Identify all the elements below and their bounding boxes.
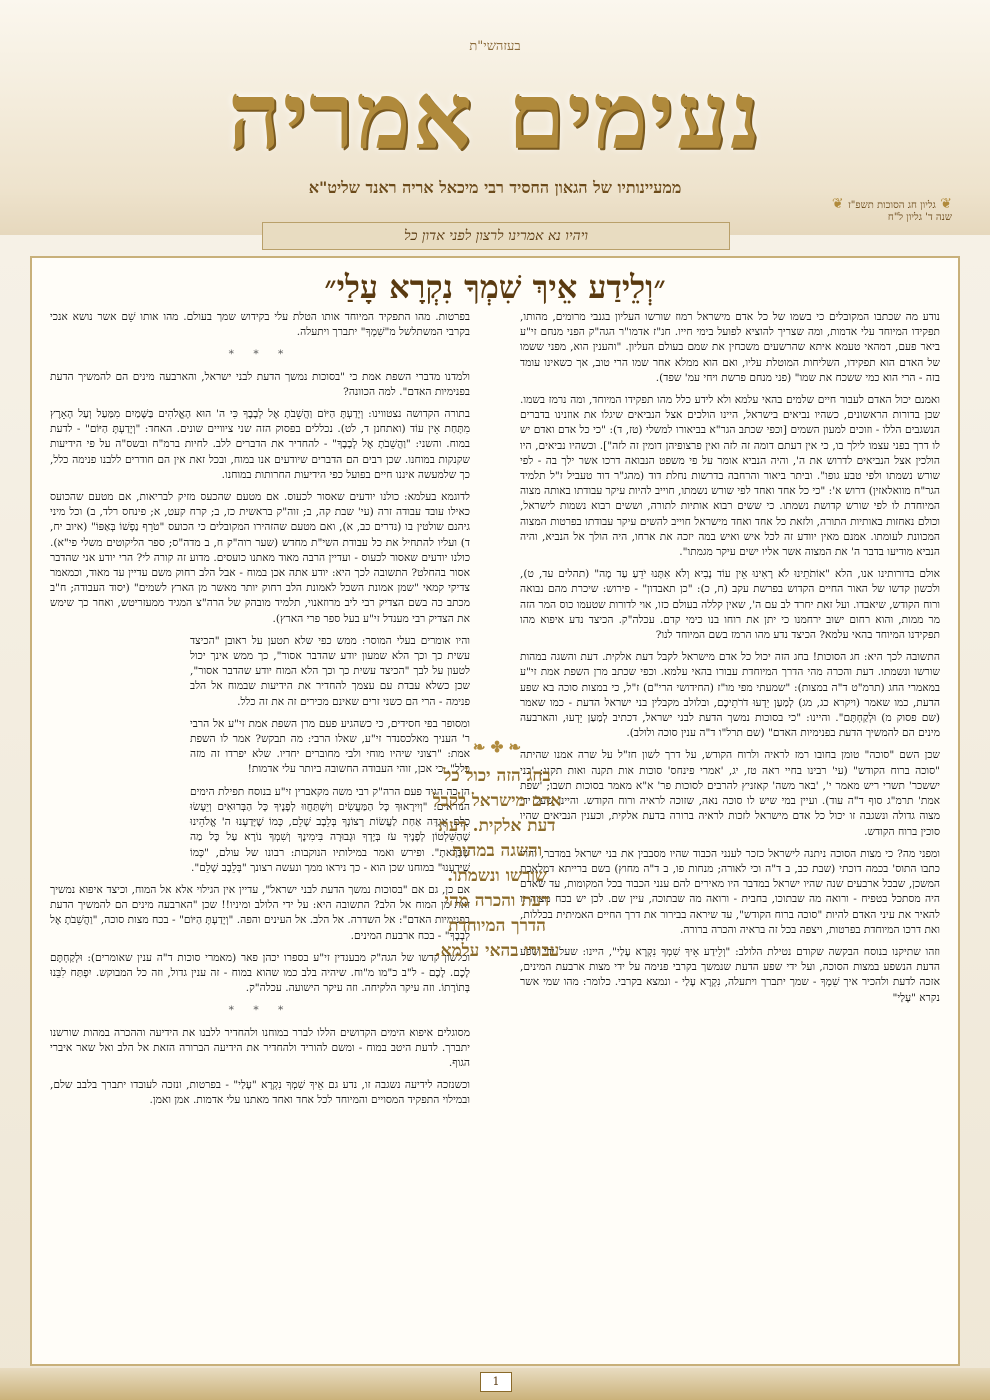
masthead [0, 0, 990, 244]
column-right [520, 310, 940, 1350]
ornament-icon: ❧ ✤ ❧ [472, 738, 522, 756]
paragraph: התשובה לכך היא: חג הסוכות! בחג הזה יכול כל אדם מישראל לקבל דעת אלקית. דעת והשגה במהות שורשו ונשמתו. דעת והכרה מהי הדרך המיוחדת עבורו בהאי עלמא. וכפי שכתב מרן השפת אמת זי"ע במאמרי החג (תרמ"ט ד"ה במצות): "שמעתי מפי מו"ז (החידושי הרי"ם) ז"ל, כי במצות סוכה בא שפע הדעת, כמו שאמר (ויקרא כג, מג) לְמַעַן יֵדְעוּ דֹרֹתֵיכֶם, ובלולב מקבלין בני ישראל הדעת - כמו שאמר (שם פסוק מ) וּלְקַחְתֶּם". והיינו: "כי בסוכות נמשך הדעת לבני ישראל, דכתיב לְמַעַן יֵדְעוּ, והארבעה מינים הם להמשיך הדעת בפנימיות האדם" (שם תרל"ו ד"ה ענין סוכה ולולב). [520, 651, 940, 740]
paragraph: והיו אומרים בעלי המוסר: ממש כפי שלא תטען על ראובן "הכיצד עשית כך וכך הלא שמעון יודע שהדבר אסור", כך ממש אינך יכול לטעון על לבך "הכיצד עשית כך וכך הלא המוח יודע שהדבר אסור", שכן כשלא עבדת עם עצמך להחדיר את הידיעות שבמוח אל הלב פנימה - הרי הם כשני זרים שאינם מכירים זה את זה כלל. [190, 634, 470, 708]
paragraph: ומפני מה? כי מצות הסוכה ניתנה לישראל כזכר לענני הכבוד שהיו מסבבין את בני ישראל במדבר, והרי כתבו התוס' בכמה דוכתי (שבת כב, ב ד"ה וכי לאורה; מנחות פו, ב ד"ה מחוץ) בשם ברייתא דמלאכת המשכן, שבכל ארבעים שנה שהיו ישראל במדבר היו מאירים להם ענני הכבוד בכל המקומות, עד שאדם היה מסתכל בטפיח - ורואה מה שבתוכו, בחבית - ורואה מה שבתוכה, עיין שם. לכן יש בכח מצוה זו להאיר את עיני האדם להיות "סוכה ברוח הקודש", עד שיראה בבירור את דרך החיים האמיתית בכללות, ואת דרכו המיוחדת בפרטות, ויצפה בכל זה בראיה והכרה ברורה. [520, 847, 940, 936]
paragraph: מסוגלים איפוא הימים הקדושים הללו לברר במוחנו ולהחדיר ללבנו את הידיעה וההכרה במהות שורשנו יתברך. לדעת היטב במוח - ומשם להוריד ולהחדיר את הידיעה הברורה הזאת אל הלב ואל שאר איברי הגוף. [50, 1026, 470, 1069]
paragraph: אם כן, גם אם "בסוכות נמשך הדעת לבני ישראל", עדיין אין הגילוי אלא אל המוח, וכיצד איפוא נמשיך זאת מן המוח אל הלב? התשובה היא: על ידי הלולב ומיניו!! שכן "הארבעה מינים הם להמשיך הדעת בפנימיות האדם": אל השדרה. אל הלב. אל העינים והפה. "וְיָדַעְתָּ הַיּוֹם" - בכח מצות סוכה, "וַהֲשֵׁבֹתָ אֶל לְבָבֶךָ" - בכח ארבעת המינים. [50, 883, 470, 942]
paragraph: ומסופר בפי חסידים, כי כשהגיע פעם מרן השפת אמת זי"ע אל הרבי ר' העניך מאלכסנדר זי"ע, שאלו הרבי: מה תבקש? אמר לו השפת אמת: "רצוני שיהיו מוחי ולבי מחוברים יחדיו. שלא יפרדו זה מזה כלל". כי אכן, זוהי העבודה החשובה ביותר עלי אדמות! [190, 717, 470, 776]
paragraph: לדוגמא בעלמא: כולנו יודעים שאסור לכעוס. אם מטעם שהכעס מזיק לבריאות, אם מטעם שהכועס כאילו עובד עבודה זרה (עי' שבת קה, ב; זוה"ק בראשית כז, ב; קרח קעט, א; פינחס רלד, ב) וכל מיני גיהנם שולטין בו (נדרים כב, א), ואם מטעם שהזהירו המקובלים כי הכועס "טֹרֵף נַפְשׁוֹ בְּאַפּוֹ" (איוב יח, ד) ועליו להתחיל את כל עבודת השי"ת מחדש (שער רוה"ק ח, ב מדה"ס; ספר הליקוטים משלי פי"א). כולנו יודעים שאסור לכעוס - ועדיין הרבה מאוד מאתנו כועסים. מדוע זה קורה לי? הרי יודע אני שהדבר אסור בהחלט? התשובה לכך היא: יודע אתה אכן במוח - אבל הלב רחוק משם עדיין עד מאוד, וכמאמר צדיקי קמאי "שמן אמונת השכל לאמונת הלב רחוק יותר מאשר מן הארץ לשמים" (יסוד העבודה; ח"ב מכתב כה בשם הצדיק רבי ליב מרוזאנוי, תלמיד מובהק של הרה"צ המגיד ממעזריטש, ואחר כך שימש את הצדיק רבי מענדל זי"ע בעל ספר פרי הארץ). [50, 491, 470, 625]
issue-title: גליון חג הסוכות תשפ"ז [848, 200, 936, 211]
paragraph: בתורה הקדושה נצטווינו: וְיָדַעְתָּ הַיּוֹם וַהֲשֵׁבֹתָ אֶל לְבָבֶךָ כִּי ה' הוּא הָאֱלֹהִים בַּשָּׁמַיִם מִמַּעַל וְעַל הָאָרֶץ מִתָּחַת אֵין עוֹד (ואתחנן ד, לט). נכללים בפסוק הזה שני ציוויים שונים. האחד: "וְיָדַעְתָּ הַיּוֹם" - לדעת במוח. והשני: "וַהֲשֵׁבֹתָ אֶל לְבָבֶךָ" - להחדיר את הדברים ללב. לחיות ברמ"ח ובשס"ה על פי הידיעות שקנקות במוחנו. שכן רבים הם הדברים שיודעים אנו במוח, ובכל זאת אין הם חודרים ללבנו פנימה כלל, כך שלמעשה איננו חיים בפועל כפי הידיעות החרותות במוחנו. [50, 408, 470, 481]
newsletter-title: נעימים אמריה [227, 62, 763, 170]
paragraph: וכשנזכה לידיעה נשגבה זו, נדע גם אֵיךְ שִׁמְךָ נִקְרָא "עָלַי" - בפרטות, ונזכה לעובדו יתברך בלבב שלם, ובמילוי התפקיד המסויים והמיוחד לכל אחד ואחד מאתנו עלי אדמות. אמן ואמן. [50, 1079, 470, 1107]
paragraph: נודע מה שכתבו המקובלים כי בשמו של כל אדם מישראל רמוז שורשו העליון בגנבי מרומים, מהותו, תפקידו המיוחד עלי אדמות, ומה שצריך להוציא לפועל בימי חייו. חנ"ז אדמו"ר הגה"ק הפני מנחם זי"ע ביאר פעם, דמהאי טעמא איתא שהרשעים משכחין את שמם בעולם העליון. "והענין הוא, מפני ששמו של האדם הוא תפקידו, השליחות המוטלת עליו, ואם הוא ממלא אחר שמו הרי טוב, אך כשאינו עומד בזה - הרי הוא כמי ששכח את שמו" (פני מנחם פרשת ויחי עמ' שפד). [520, 311, 940, 384]
section-divider: * * * [228, 1004, 292, 1017]
ornament-icon: ❦ [935, 196, 952, 212]
issue-info [832, 198, 952, 224]
motto-bar: ויהיו נא אמרינו לרצון לפני אדון כל [262, 222, 730, 250]
paragraph: אולם בדורותינו אנו, הלא "אוֹתֹתֵינוּ לֹא רָאִינוּ אֵין עוֹד נָבִיא וְלֹא אִתָּנוּ יֹדֵעַ עַד מָה" (תהלים עד, ט), ולכשון קדשו של האור החיים הקדוש בפרשת עקב (ח, כ): "כן תאבדון" - פירוש: שיכרת מהם נבואה ורוח הקודש, שיאבדו. ועל זאת יחרד לב עם ה', שאין קללה בעולם כזו, אוי לדורות שטעמו כוס המר הזה מר ממות, והוא רחום ישוב ירחמנו כי יתן את רוחו בנו כימי קדם. עכלה"ק. הכיצד נדע איפוא מהו תפקידנו המיוחד בהאי עלמא? הכיצד נדע מהו הרמז בשם המיוחד לנו? [520, 568, 940, 642]
article-headline: ״וְלֵידַע אֵיךְ שִׁמְךָ נִקְרָא עָלַי״ [324, 268, 666, 306]
section-divider: * * * [228, 348, 292, 361]
bs-mark: בעזהשי"ת [469, 39, 521, 54]
column-left [50, 310, 470, 1350]
issue-number: שנה ד' גליון ל"ח [887, 212, 952, 223]
paragraph: הן כה הגיד פעם הרה"ק רבי משה מקאברין זי"ע בנוסח תפילת הימים הנוראים: "וְיִירָאוּךָ כָּל הַמַּעֲשִׂים וְיִשְׁתַּחֲווּ לְפָנֶיךָ כָּל הַבְּרוּאִים וְיֵעָשׂוּ כֻלָּם אֲגֻדָּה אַחַת לַעֲשׂוֹת רְצוֹנְךָ בְּלֵבָב שָׁלֵם, כְּמוֹ שֶׁיָּדַעְנוּ ה' אֱלֹהֵינוּ שֶׁהַשִּׁלְטוֹן לְפָנֶיךָ עֹז בְּיָדְךָ וּגְבוּרָה בִּימִינֶךָ וְשִׁמְךָ נוֹרָא עַל כָּל מַה שֶּׁבָּרָאתָ". ופירש ואמר במילותיו הנוקבות: רבונו של עולם, "כְּמוֹ שֶׁיָּדַעְנוּ" במוחנו שכן הוא - כך ניראו ממך ונעשה רצונך "בְּלֵבָב שָׁלֵם". [190, 785, 470, 874]
pull-quote-text: בחג הזה יכול כל אדם מישראל לקבל דעת אלקית. דעת והשגה במהות שורשו ונשמתו. דעת והכרה מהי הדרך המיוחדת עבורו בהאי עלמא. [432, 766, 562, 961]
page-number: 1 [480, 1372, 512, 1392]
paragraph: וזהו שתיקנו בנוסח הבקשה שקודם נטילת הלולב: "וְלֵידַע אֵיךְ שִׁמְךָ נִקְרָא עָלַי", היינו: שעל ידי שפע הדעת הנשפע במצות הסוכה, ועל ידי שפע הדעת שנמשך בקרבי פנימה על ידי מצות ארבעת המינים, אזכה לדעת ולהכיר איך שִׁמְךָ - שמך יתברך ויתעלה, נִקְרָא עָלַי - ונמצא בקרבי. כלומר: מהו שמי אשר נקרא "עָלַי" [520, 945, 940, 1004]
newsletter-subtitle: ממעיינותיו של הגאון החסיד רבי מיכאל אריה ראנד שליט"א [308, 178, 682, 197]
paragraph: וכלשון קדשו של הגה"ק מבענדין זי"ע בספרו יכהן פאר (מאמרי סוכות ד"ה ענין שאומרים): וּלְקַחְתֶּם לָכֶם. לָכֶם - ל"ב כ"מו מ"וח. שיהיה בלב כמו שהוא במוח - זה ענין גדול, וזה כל המבוקש. יִפְתַּח לִבֵּנוּ בְּתוֹרָתוֹ. וזה עיקר הלקיחה. וזה עיקר הישועה. עכלה"ק. [50, 951, 470, 995]
paragraph: בפרטות. מהו התפקיד המיוחד אותו הטלת עלי בקידוש שמך בעולם. מהו אותו שֵׁם אשר נושא אנכי בקרבי המשתלשל מ"שִׁמְךָ" יתברך ויתעלה. [50, 311, 470, 339]
paragraph: שכן השם "סוכה" טומן בחובו רמז לראיה ולרוח הקודש, על דרך לשון חז"ל על שרה אמנו שהיתה "סוכה ברוח הקודש" (עי' רבינו בחיי ראה טז, יג, 'אמרי פינחס' סוכות אות תקנה ואות תקנג; 'בני יששכר' תשרי ריש מאמר י', 'באר משה' קאזניץ להרבים לסוכות פר' א"א מאמר בסוכות תשבו; 'שפת אמת' תרמ"ג סוף ד"ה עוד). ועיין במי שיש לו סוכה נאה, שזוכה לראיה ורוח הקודש. והיינו שעל ידי מצוה גדולה ונשגבה זו יכול כל אדם מישראל לזכות לראיה ברורה בדעת אלקית, וכענין הנביאים שהיו סוכין ברוח הקודש. [520, 749, 940, 838]
pull-quote [432, 735, 562, 1035]
paragraph: ואמנם יכול האדם לעבור חיים שלמים בהאי עלמא ולא לידע כלל מהו תפקידו המיוחד, ומה נרמז בשמו. שכן בדורות הראשונים, כשהיו נביאים בישראל, היינו הולכים אצל הנביאים שיגלו את אוזנינו בדברים הנשגבים הללו - וזוכים למעון השמים [וכפי שכתב הגר"א בביאורו למשלי (טז, ד): "כי כל אדם ואדם יש לו דרך בפני עצמו לילך בו, כי אין דעתם דומה זה לזה ואין פרצופיהן דומין זה לזה"]. וכשהיו נביאים, היו הולכין אצל הנביאים לדרוש את ה', והיה הנביא אומר על פי משפט הנבואה דרכו אשר ילך בה - לפי שורש נשמתו ולפי טבע גופו". וביתר ביאור והרחבה בדרשות נחלת דוד (מהג"ר דוד טעביל ז"ל תלמיד הגר"ח מוואלאזין) דרוש א': "כי כל אחד ואחד לפי שורש נשמתו, חוייב להיות עיקר עבודתו באותה מצוה המיוחדת לו לפי שורש קדושת נשמתו. כי ששים רבוא אותיות לתורה, וששים רבוא נשמות לישראל, וכולם נאחזות באותיות התורה, ולזאת כל אחד ואחד מישראל חוייב להשים עיקר עבודתו בפרטות המצוה המכוונת לעומתו. אמנם מאין יוודע זה לכל איש ואיש במה יזכה את ארחו, היה הולך אל הנביא, והיה הנביא מודיעו בדבר ה' את המצוה אשר אליו ישים עיקר מגמתו". [520, 394, 940, 559]
paragraph: ולמדנו מדברי השפת אמת כי "בסוכות נמשך הדעת לבני ישראל, והארבעה מינים הם להמשיך הדעת בפנימיות האדם". למה הכוונה? [50, 370, 470, 398]
ornament-icon: ❦ [831, 196, 848, 212]
